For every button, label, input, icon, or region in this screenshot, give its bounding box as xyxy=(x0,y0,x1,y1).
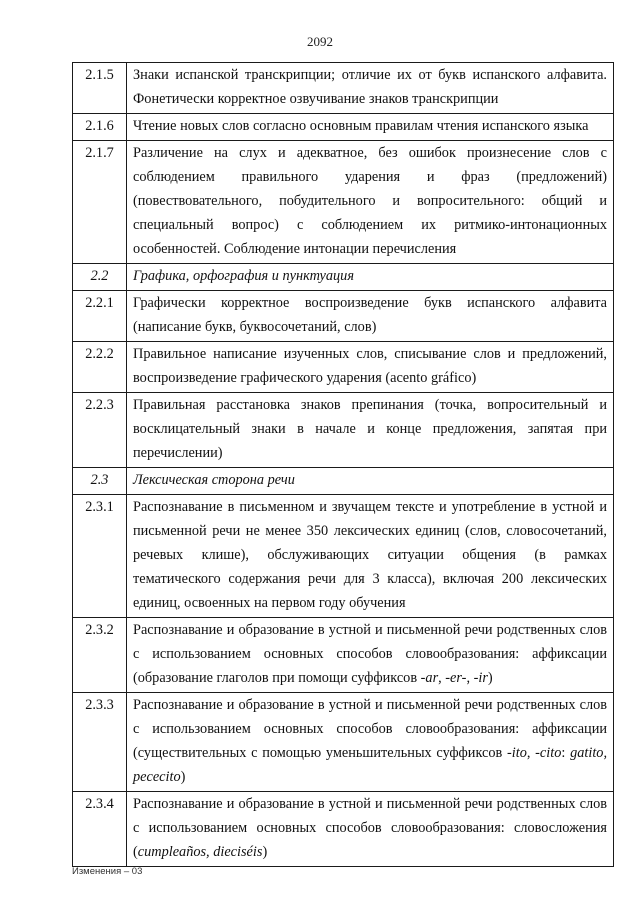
text-segment: Различение на слух и адекватное, без ошибок произнесение слов с соблюдением правильного ударения и фраз (предложений) (повествовательного, побудительного и вопросительного: общий и специальный вопрос) с соблюдением их ритмико-интонационных особенностей. Соблюдение интонации перечисления xyxy=(133,145,607,257)
section-title xyxy=(127,264,614,291)
text-segment: Правильное написание изученных слов, списывание слов и предложений, воспроизведение графического ударения (acento gráfico) xyxy=(133,346,607,386)
text-segment: , xyxy=(438,670,446,686)
item-number: 2.3.4 xyxy=(73,792,127,867)
item-description xyxy=(127,792,614,867)
text-segment: Лексическая сторона речи xyxy=(133,472,295,488)
table-row xyxy=(73,291,614,342)
item-number: 2.3.2 xyxy=(73,618,127,693)
table-row xyxy=(73,618,614,693)
text-segment: , xyxy=(526,745,536,761)
text-segment: ) xyxy=(180,769,186,785)
text-segment: Чтение новых слов согласно основным правилам чтения испанского языка xyxy=(133,118,589,134)
section-header-row xyxy=(73,468,614,495)
text-segment: Знаки испанской транскрипции; отличие их от букв испанского алфавита. Фонетически корректное озвучивание знаков транскрипции xyxy=(133,67,607,107)
table-row xyxy=(73,141,614,264)
italic-term: -ar xyxy=(420,670,439,686)
italic-term: -cito xyxy=(535,745,562,761)
text-segment: Распознавание и образование в устной и письменной речи родственных слов с использованием основных способов словообразования: аффиксации (образование глаголов при помощи суффиксов xyxy=(133,622,607,686)
page-number: 2092 xyxy=(307,34,333,49)
text-segment: Правильная расстановка знаков препинания (точка, вопросительный и восклицательный знаки в начале и конце предложения, запятая при перечислении) xyxy=(133,397,607,461)
curriculum-table-body xyxy=(73,63,614,867)
italic-term: gatito, pececito xyxy=(133,745,608,785)
item-number: 2.2 xyxy=(73,264,127,291)
item-description xyxy=(127,141,614,264)
revision-note: Изменения – 03 xyxy=(72,866,143,877)
table-row xyxy=(73,393,614,468)
italic-term: cumpleaños, dieciséis xyxy=(137,844,263,860)
table-row xyxy=(73,792,614,867)
item-description xyxy=(127,693,614,792)
section-header-row xyxy=(73,264,614,291)
italic-term: -er- xyxy=(445,670,467,686)
text-segment: Графика, орфография и пунктуация xyxy=(133,268,354,284)
item-number: 2.1.5 xyxy=(73,63,127,114)
item-number: 2.1.6 xyxy=(73,114,127,141)
curriculum-table xyxy=(72,62,614,867)
item-number: 2.2.2 xyxy=(73,342,127,393)
table-row xyxy=(73,63,614,114)
text-segment: : xyxy=(561,745,571,761)
item-description xyxy=(127,63,614,114)
table-row xyxy=(73,495,614,618)
item-number: 2.3.3 xyxy=(73,693,127,792)
text-segment: Распознавание в письменном и звучащем тексте и употребление в устной и письменной речи не менее 350 лексических единиц (слов, словосочетаний, речевых клише), обслуживающих ситуации общения (в рамках тематического содержания речи для 3 класса), включая 200 лексических единиц, освоенных на первом году обучения xyxy=(133,499,607,611)
item-number: 2.3 xyxy=(73,468,127,495)
table-row xyxy=(73,693,614,792)
item-description xyxy=(127,114,614,141)
table-row xyxy=(73,114,614,141)
item-description xyxy=(127,495,614,618)
text-segment: ) xyxy=(262,844,268,860)
item-description xyxy=(127,393,614,468)
item-description xyxy=(127,618,614,693)
item-number: 2.3.1 xyxy=(73,495,127,618)
italic-term: -ito xyxy=(507,745,527,761)
text-segment: Графически корректное воспроизведение букв испанского алфавита (написание букв, буквосочетаний, слов) xyxy=(133,295,607,335)
text-segment: Распознавание и образование в устной и письменной речи родственных слов с использованием основных способов словообразования: аффиксации (существительных с помощью уменьшительных суффиксов xyxy=(133,697,607,761)
section-title xyxy=(127,468,614,495)
text-segment: Распознавание и образование в устной и письменной речи родственных слов с использованием основных способов словообразования: словосложения ( xyxy=(133,796,607,860)
text-segment: , xyxy=(466,670,474,686)
item-description xyxy=(127,342,614,393)
table-row xyxy=(73,342,614,393)
item-number: 2.2.1 xyxy=(73,291,127,342)
item-description xyxy=(127,291,614,342)
item-number: 2.2.3 xyxy=(73,393,127,468)
italic-term: -ir xyxy=(473,670,488,686)
text-segment: ) xyxy=(487,670,493,686)
item-number: 2.1.7 xyxy=(73,141,127,264)
